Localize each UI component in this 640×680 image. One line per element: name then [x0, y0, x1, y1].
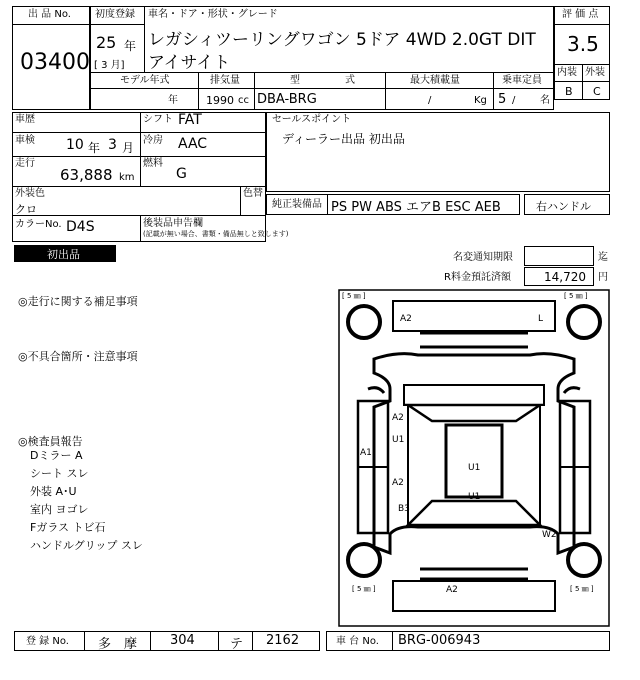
- exterior-grade: C: [593, 85, 601, 98]
- tire-front-left-icon: [348, 306, 380, 338]
- ac-label: 冷房: [143, 135, 163, 146]
- ext-color-label: 外装色: [15, 188, 45, 199]
- mark-rear-bumper: A2: [446, 585, 458, 595]
- color-no-label: カラーNo.: [15, 219, 62, 230]
- ext-color-value: クロ: [15, 203, 37, 216]
- mark-front-bumper: A2: [400, 314, 412, 324]
- lot-number: 03400: [20, 50, 90, 75]
- displacement-unit: cc: [238, 95, 249, 106]
- tire-front-right-icon: [568, 306, 600, 338]
- aftermarket-label: 後装品申告欄: [143, 218, 203, 229]
- shift-label: シフト: [143, 114, 173, 125]
- year-unit: 年: [124, 39, 137, 53]
- history-label: 車歴: [15, 114, 35, 125]
- reg-kana: テ: [230, 637, 244, 652]
- sales-point-label: セールスポイント: [272, 114, 352, 125]
- inspector-item: シート スレ: [30, 467, 89, 480]
- capacity-unit: 名: [540, 95, 550, 106]
- displacement-value: 1990: [206, 94, 234, 107]
- max-load-sep: /: [428, 95, 432, 106]
- mark-hood-u: U1: [392, 435, 405, 445]
- inspector-item: Dミラー A: [30, 449, 83, 462]
- max-load-unit: Kg: [474, 95, 487, 106]
- inspection-year-unit: 年: [88, 141, 101, 155]
- inspector-item: Fガラス トビ石: [30, 521, 106, 534]
- inspection-year: 10: [66, 137, 84, 153]
- recycle-label: R料金預託済額: [444, 272, 511, 283]
- color-change-label: 色替: [243, 188, 263, 199]
- capacity-label: 乗車定員: [502, 75, 542, 86]
- model-year-unit: 年: [168, 95, 178, 106]
- car-name-line2: アイサイト: [148, 53, 231, 73]
- inspector-item: 室内 ヨゴレ: [30, 503, 89, 516]
- front-glass-outline: [408, 405, 540, 421]
- mileage-unit: km: [119, 172, 135, 183]
- capacity-value: 5: [498, 92, 507, 107]
- reg-region: 多 摩: [98, 637, 138, 652]
- inspection-month: 3: [108, 137, 117, 153]
- body-outline: [374, 354, 574, 553]
- mileage-value: 63,888: [60, 166, 113, 184]
- mark-right-rear: W2: [542, 530, 557, 540]
- roof-outline: [446, 425, 502, 497]
- driving-notes-label: ◎走行に関する補足事項: [18, 295, 138, 308]
- rear-bumper-outline: [393, 581, 555, 611]
- mark-hood-a: A2: [392, 413, 404, 423]
- fuel-value: G: [176, 166, 187, 182]
- inspection-month-unit: 月: [122, 141, 135, 155]
- equipment-label: 純正装備品: [272, 199, 322, 210]
- car-name-label: 車名・ドア・形状・グレード: [148, 9, 278, 20]
- model-year-label: モデル年式: [120, 75, 170, 86]
- reg-label: 登 録 No.: [26, 636, 69, 647]
- front-bumper-outline: [393, 301, 555, 331]
- rear-glass-outline: [408, 501, 540, 525]
- interior-grade: B: [565, 85, 573, 98]
- color-no-value: D4S: [66, 219, 95, 235]
- shift-value: FAT: [178, 112, 202, 128]
- name-change-unit: 迄: [598, 252, 608, 263]
- fuel-label: 燃料: [143, 158, 163, 169]
- sales-point-text: ディーラー出品 初出品: [282, 132, 405, 146]
- type-label-2: 式: [345, 75, 355, 86]
- exterior-label: 外装: [585, 67, 605, 78]
- name-change-label: 名変通知期限: [453, 252, 513, 263]
- name-change-field: [524, 246, 594, 266]
- inspector-item: ハンドルグリップ スレ: [30, 539, 143, 552]
- chassis-label: 車 台 No.: [336, 636, 379, 647]
- car-name-line1: レガシィツーリングワゴン 5ドア 4WD 2.0GT DIT: [148, 30, 536, 50]
- handle-value: 右ハンドル: [536, 200, 591, 213]
- tire-rr-depth: [ 5 ㎜ ]: [570, 585, 594, 593]
- aftermarket-note: (記載が無い場合、書類・備品無しと致します): [143, 230, 289, 238]
- inspector-label: ◎検査員報告: [18, 435, 83, 448]
- interior-label: 内装: [557, 67, 577, 78]
- defects-label: ◎不具合箇所・注意事項: [18, 350, 138, 363]
- reg-class: 304: [170, 633, 195, 648]
- mileage-label: 走行: [15, 158, 35, 169]
- mark-roof-u2: U1: [468, 492, 481, 502]
- mark-left-rear-b: B3: [398, 504, 410, 514]
- car-diagram: [338, 289, 610, 627]
- lot-number-label: 出 品 No.: [28, 9, 71, 20]
- mark-front-bumper-l: L: [538, 314, 544, 324]
- first-listing-badge-text: 初出品: [47, 248, 80, 261]
- tire-rl-depth: [ 5 ㎜ ]: [352, 585, 376, 593]
- reg-number: 2162: [266, 633, 300, 648]
- score-value: 3.5: [567, 32, 599, 56]
- mark-roof-u1: U1: [468, 463, 481, 473]
- equipment-value: PS PW ABS エアB ESC AEB: [331, 200, 501, 215]
- inspection-label: 車検: [15, 135, 35, 146]
- mark-left-rear: A2: [392, 478, 404, 488]
- mark-left-front: A1: [360, 448, 372, 458]
- first-reg-month: [ 3 月]: [94, 60, 125, 71]
- type-label: 型: [290, 75, 300, 86]
- max-load-label: 最大積載量: [410, 75, 460, 86]
- inspector-item: 外装 A･U: [30, 485, 77, 498]
- ac-value: AAC: [178, 136, 208, 152]
- recycle-value: 14,720: [544, 270, 586, 284]
- capacity-sep: /: [512, 95, 516, 106]
- tire-fl-depth: [ 5 ㎜ ]: [342, 292, 366, 300]
- tire-fr-depth: [ 5 ㎜ ]: [564, 292, 588, 300]
- first-reg-year: 25: [96, 33, 117, 52]
- type-value: DBA-BRG: [257, 92, 317, 107]
- recycle-unit: 円: [598, 272, 608, 283]
- score-label: 評 価 点: [562, 9, 599, 20]
- displacement-label: 排気量: [210, 75, 240, 86]
- first-reg-label: 初度登録: [95, 9, 135, 20]
- chassis-value: BRG-006943: [398, 633, 481, 648]
